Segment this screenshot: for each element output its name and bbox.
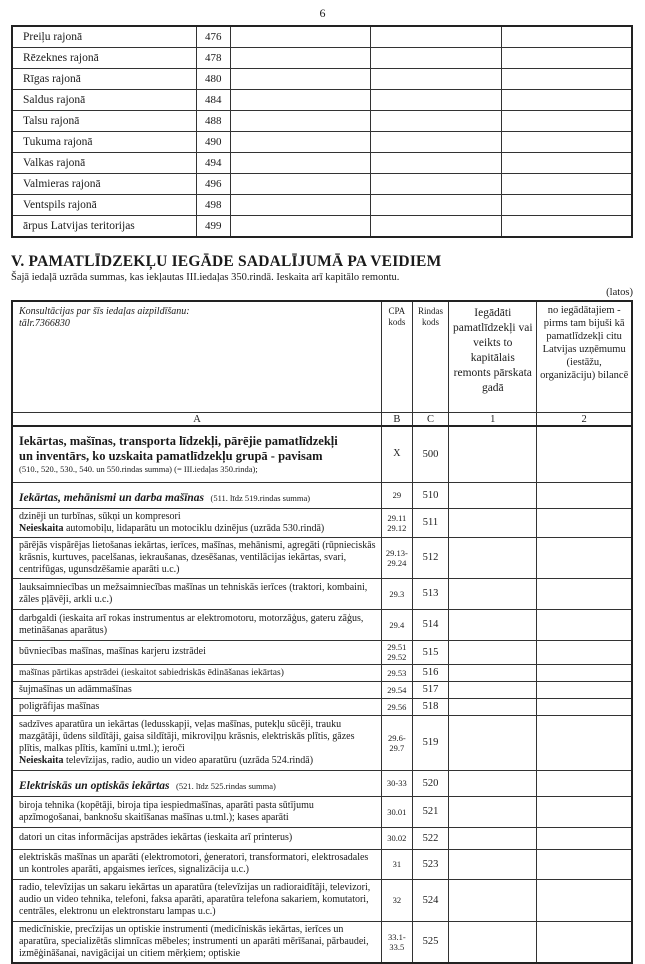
column-number-1: 1	[449, 413, 537, 427]
exclusion-text: televīzijas, radio, audio un video aparatūru (uzrāda 524.rindā)	[63, 754, 314, 766]
input-cell[interactable]	[449, 482, 537, 508]
input-cell[interactable]	[502, 174, 632, 195]
group-subtitle: (511. līdz 519.rindas summa)	[210, 493, 311, 503]
row-description: biroja tehnika (kopētāji, biroja tipa iespiedmašīnas, aparāti pasta sūtījumu apzīmogošanai, banknošu skaitīšanas mašīnas u.tml.); kases aparāti	[12, 796, 382, 827]
cpa-code: 32	[382, 879, 413, 921]
table-row	[12, 482, 632, 508]
column-letter-a: A	[12, 413, 382, 427]
input-cell[interactable]	[449, 640, 537, 664]
row-description: elektriskās mašīnas un aparāti (elektromotori, ģeneratori, transformatori, elektrosadales un kontroles aparāti, apgaismes ierīces, signalizācija u.c.)	[12, 849, 382, 879]
input-cell[interactable]	[449, 879, 537, 921]
input-cell[interactable]	[537, 849, 632, 879]
district-name: Rēzeknes rajonā	[12, 48, 196, 69]
cpa-code: 31	[382, 849, 413, 879]
header-row	[12, 301, 632, 413]
consultation-header	[12, 301, 382, 413]
input-cell[interactable]	[449, 698, 537, 715]
row-code: 478	[196, 48, 230, 69]
row-code: 511	[412, 508, 449, 537]
row-code: 517	[412, 681, 449, 698]
input-cell[interactable]	[371, 90, 502, 111]
group-heading: Iekārtas, mehānismi un darba mašīnas	[19, 492, 205, 504]
row-description: radio, televīzijas un sakaru iekārtas un aparatūra (televīzijas un radioraidītāji, televizori, audio un video tehnika, telefoni, faksa aparāti, aparatūra telefona sakariem, komutatori, centrāles, elektronu un elektronstaru lampas u.c.)	[12, 879, 382, 921]
cpa-code: 29.6- 29.7	[382, 715, 413, 770]
row-code: 494	[196, 153, 230, 174]
row-code: 513	[412, 578, 449, 609]
input-cell[interactable]	[371, 111, 502, 132]
input-cell[interactable]	[230, 132, 371, 153]
table-row	[12, 715, 632, 770]
input-cell[interactable]	[230, 48, 371, 69]
table-row	[12, 426, 632, 482]
table-row	[12, 664, 632, 681]
row-description: šujmašīnas un adāmmašīnas	[12, 681, 382, 698]
input-cell[interactable]	[537, 770, 632, 796]
input-cell[interactable]	[371, 153, 502, 174]
table-row	[12, 195, 632, 216]
cpa-code: 29.51 29.52	[382, 640, 413, 664]
input-cell[interactable]	[371, 48, 502, 69]
row-description	[12, 770, 382, 796]
section-title: V. PAMATLĪDZEKĻU IEGĀDE SADALĪJUMĀ PA VEIDIEM	[11, 253, 442, 270]
row-code: 480	[196, 69, 230, 90]
table-row	[12, 879, 632, 921]
row-description: poligrāfijas mašīnas	[12, 698, 382, 715]
row-description: datori un citas informācijas apstrādes iekārtas (ieskaita arī printerus)	[12, 827, 382, 849]
cpa-code: 29.3	[382, 578, 413, 609]
input-cell[interactable]	[502, 90, 632, 111]
input-cell[interactable]	[230, 111, 371, 132]
input-cell[interactable]	[449, 508, 537, 537]
row-code: 512	[412, 537, 449, 578]
cpa-code: 29	[382, 482, 413, 508]
consultation-label: Konsultācijas par šīs iedaļas aizpildīšanu:	[19, 306, 190, 317]
row-code: 488	[196, 111, 230, 132]
table-row	[12, 681, 632, 698]
district-name: Valkas rajonā	[12, 153, 196, 174]
table-row	[12, 174, 632, 195]
column-letter-b: B	[382, 413, 413, 427]
table-row	[12, 796, 632, 827]
column-letters-row	[12, 413, 632, 427]
input-cell[interactable]	[502, 48, 632, 69]
input-cell[interactable]	[502, 111, 632, 132]
acquired-header: Iegādāti pamatlīdzekļi vai veikts to kapitālais remonts pārskata gadā	[449, 301, 537, 413]
row-code: 521	[412, 796, 449, 827]
cpa-code: 29.11 29.12	[382, 508, 413, 537]
row-title-line2: un inventārs, ko uzskaita pamatlīdzekļu grupā - pavisam	[19, 449, 323, 464]
row-code: 514	[412, 609, 449, 640]
input-cell[interactable]	[537, 609, 632, 640]
row-description: darbgaldi (ieskaita arī rokas instrumentus ar elektromotoru, motorzāģus, gateru zāģus, metināšanas aparātus)	[12, 609, 382, 640]
input-cell[interactable]	[371, 69, 502, 90]
input-cell[interactable]	[230, 195, 371, 216]
cpa-code-header: CPA kods	[382, 301, 413, 413]
table-row	[12, 48, 632, 69]
row-description: būvniecības mašīnas, mašīnas karjeru izstrādei	[12, 640, 382, 664]
table-row	[12, 921, 632, 963]
column-letter-c: C	[412, 413, 449, 427]
row-code: 519	[412, 715, 449, 770]
input-cell[interactable]	[537, 508, 632, 537]
district-table	[11, 25, 633, 238]
row-subtitle: (510., 520., 530., 540. un 550.rindas summa) (= III.iedaļas 350.rinda);	[19, 464, 258, 475]
input-cell[interactable]	[449, 609, 537, 640]
input-cell[interactable]	[449, 849, 537, 879]
table-row	[12, 69, 632, 90]
input-cell[interactable]	[502, 26, 632, 48]
cpa-code: 29.13- 29.24	[382, 537, 413, 578]
row-code-header: Rindas kods	[412, 301, 449, 413]
input-cell[interactable]	[449, 770, 537, 796]
input-cell[interactable]	[449, 537, 537, 578]
row-code: 476	[196, 26, 230, 48]
input-cell[interactable]	[371, 216, 502, 238]
exclusion-label: Neieskaita	[19, 754, 64, 766]
row-title-line1: Iekārtas, mašīnas, transporta līdzekļi, pārējie pamatlīdzekļi	[19, 434, 338, 449]
currency-unit: (latos)	[606, 287, 633, 298]
input-cell[interactable]	[537, 681, 632, 698]
exclusion-label: Neieskaita	[19, 522, 64, 534]
input-cell[interactable]	[230, 174, 371, 195]
row-code: 518	[412, 698, 449, 715]
table-row	[12, 827, 632, 849]
input-cell[interactable]	[537, 640, 632, 664]
table-row	[12, 508, 632, 537]
input-cell[interactable]	[537, 537, 632, 578]
input-cell[interactable]	[537, 796, 632, 827]
section-note: Šajā iedaļā uzrāda summas, kas iekļautas III.iedaļas 350.rindā. Ieskaita arī kapitālo remontu.	[11, 272, 400, 283]
input-cell[interactable]	[537, 698, 632, 715]
table-row	[12, 111, 632, 132]
cpa-code: 29.56	[382, 698, 413, 715]
table-row	[12, 216, 632, 238]
input-cell[interactable]	[449, 578, 537, 609]
table-row	[12, 537, 632, 578]
input-cell[interactable]	[449, 426, 537, 482]
district-name: Talsu rajonā	[12, 111, 196, 132]
input-cell[interactable]	[449, 921, 537, 963]
cpa-code: 30.02	[382, 827, 413, 849]
input-cell[interactable]	[502, 132, 632, 153]
district-name: Saldus rajonā	[12, 90, 196, 111]
row-code: 525	[412, 921, 449, 963]
district-name: ārpus Latvijas teritorijas	[12, 216, 196, 238]
row-text: sadzīves aparatūra un iekārtas (ledusskapji, veļas mašīnas, putekļu sūcēji, trauku mazgātāji, ūdens sildītāji, gaisa sildītāji, mikroviļņu krāsnis, elektriskās plītis, gāzes plītis, malkas plītis, kamīni u.tml.); ieroči	[19, 718, 355, 754]
row-description	[12, 482, 382, 508]
row-code: 484	[196, 90, 230, 111]
district-name: Rīgas rajonā	[12, 69, 196, 90]
input-cell[interactable]	[502, 69, 632, 90]
page-number: 6	[319, 6, 326, 20]
input-cell[interactable]	[449, 681, 537, 698]
input-cell[interactable]	[502, 216, 632, 238]
input-cell[interactable]	[537, 664, 632, 681]
input-cell[interactable]	[230, 153, 371, 174]
input-cell[interactable]	[537, 827, 632, 849]
district-name: Valmieras rajonā	[12, 174, 196, 195]
row-code: 524	[412, 879, 449, 921]
input-cell[interactable]	[537, 921, 632, 963]
group-heading: Elektriskās un optiskās iekārtas	[19, 780, 170, 792]
row-description	[12, 508, 382, 537]
row-description: medicīniskie, precīzijas un optiskie instrumenti (medicīniskās iekārtas, ierīces un aparatūra, specializētās slimnīcas mēbeles; instrumenti un aparāti mērīšanai, pārbaudei, izmēģināšanai, navigācijai un citiem mērķiem; optiskie	[12, 921, 382, 963]
input-cell[interactable]	[537, 426, 632, 482]
group-subtitle: (521. līdz 525.rindas summa)	[176, 781, 276, 791]
input-cell[interactable]	[230, 69, 371, 90]
row-text: dzinēji un turbīnas, sūkņi un kompresori	[19, 510, 181, 522]
acquisition-table	[11, 300, 633, 964]
input-cell[interactable]	[230, 90, 371, 111]
row-description	[12, 715, 382, 770]
row-description: pārējās vispārējas lietošanas iekārtas, ierīces, mašīnas, mehānismi, agregāti (rūpnieciskās krāsnis, kurtuves, pacelšanas, iekraušanas, dzesēšanas, ventilācijas iekārtas, svari, centrifūgas, ugunsdzēšamie aparāti u.c.)	[12, 537, 382, 578]
input-cell[interactable]	[371, 26, 502, 48]
table-row	[12, 640, 632, 664]
table-row	[12, 770, 632, 796]
input-cell[interactable]	[537, 482, 632, 508]
table-row	[12, 609, 632, 640]
input-cell[interactable]	[371, 132, 502, 153]
input-cell[interactable]	[230, 26, 371, 48]
table-row	[12, 849, 632, 879]
row-code: 522	[412, 827, 449, 849]
input-cell[interactable]	[502, 153, 632, 174]
input-cell[interactable]	[449, 796, 537, 827]
table-row	[12, 26, 632, 48]
input-cell[interactable]	[537, 578, 632, 609]
row-code: 496	[196, 174, 230, 195]
cpa-code: 29.53	[382, 664, 413, 681]
row-description: mašīnas pārtikas apstrādei (ieskaitot sabiedriskās ēdināšanas iekārtas)	[12, 664, 382, 681]
consultation-phone: tālr.7366830	[19, 318, 70, 329]
input-cell[interactable]	[449, 715, 537, 770]
row-code: 500	[412, 426, 449, 482]
row-code: 499	[196, 216, 230, 238]
row-description	[12, 426, 382, 482]
input-cell[interactable]	[449, 827, 537, 849]
district-name: Preiļu rajonā	[12, 26, 196, 48]
district-name: Tukuma rajonā	[12, 132, 196, 153]
exclusion-text: automobiļu, lidaparātu un motociklu dzinējus (uzrāda 530.rindā)	[63, 522, 325, 534]
row-description: lauksaimniecības un mežsaimniecības mašīnas un tehniskās ierīces (traktori, kombaini, zāles pļāvēji, arkli u.c.)	[12, 578, 382, 609]
cpa-code: 33.1- 33.5	[382, 921, 413, 963]
input-cell[interactable]	[537, 715, 632, 770]
cpa-code: 29.54	[382, 681, 413, 698]
table-row	[12, 698, 632, 715]
cpa-code: 29.4	[382, 609, 413, 640]
previously-owned-header: no iegādātajiem - pirms tam bijuši kā pamatlīdzekļi citu Latvijas uzņēmumu (iestāžu, organizāciju) bilancē	[537, 301, 632, 413]
table-row	[12, 578, 632, 609]
column-number-2: 2	[537, 413, 632, 427]
cpa-code: X	[382, 426, 413, 482]
district-name: Ventspils rajonā	[12, 195, 196, 216]
input-cell[interactable]	[449, 664, 537, 681]
input-cell[interactable]	[502, 195, 632, 216]
row-code: 498	[196, 195, 230, 216]
row-code: 520	[412, 770, 449, 796]
table-row	[12, 132, 632, 153]
row-code: 490	[196, 132, 230, 153]
table-row	[12, 153, 632, 174]
cpa-code: 30-33	[382, 770, 413, 796]
table-row	[12, 90, 632, 111]
row-code: 523	[412, 849, 449, 879]
row-code: 510	[412, 482, 449, 508]
row-code: 515	[412, 640, 449, 664]
cpa-code: 30.01	[382, 796, 413, 827]
input-cell[interactable]	[371, 195, 502, 216]
input-cell[interactable]	[537, 879, 632, 921]
input-cell[interactable]	[230, 216, 371, 238]
input-cell[interactable]	[371, 174, 502, 195]
row-code: 516	[412, 664, 449, 681]
